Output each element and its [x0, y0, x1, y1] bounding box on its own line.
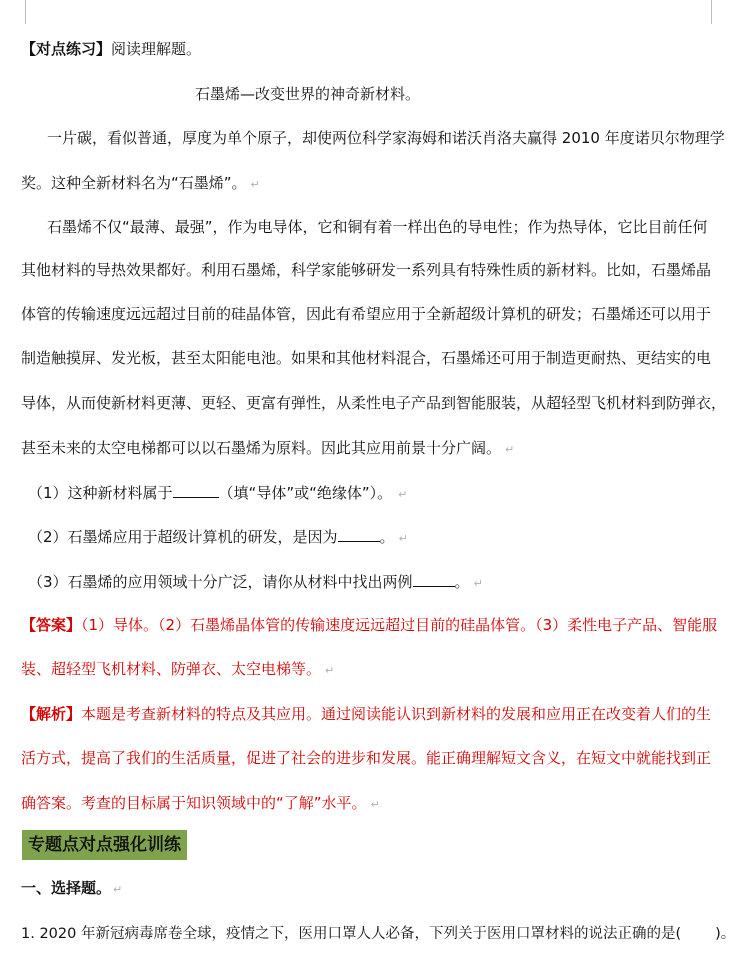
section-one-heading — [21, 876, 123, 900]
question-1-suffix: （填“导体”或“绝缘体”）。 — [218, 484, 393, 502]
paragraph2-line2: 其他材料的导热效果都好。利用石墨烯，科学家能够研发一系列具有特殊性质的新材料。比如，石墨烯晶 — [21, 261, 712, 279]
paragraph2-line5: 导体，从而使新材料更薄、更轻、更富有弹性，从柔性电子产品到智能服装，从超轻型飞机材料到防弹衣， — [21, 394, 727, 412]
question-2-blank — [338, 527, 380, 542]
question-1-prefix: （1）这种新材料属于 — [28, 484, 173, 502]
question-2-line — [28, 525, 408, 549]
analysis-line3 — [21, 791, 380, 815]
paragraph-mark-icon: ↵ — [505, 443, 515, 456]
crop-mark-top-left — [25, 0, 26, 24]
paragraph1-line2 — [21, 171, 260, 195]
paragraph2-line6 — [21, 436, 515, 460]
crop-mark-top-right — [711, 0, 712, 24]
analysis-line1 — [21, 702, 711, 726]
question-2-suffix: 。 — [379, 528, 395, 546]
question-3-blank — [413, 572, 455, 587]
analysis-line3-text: 确答案。考查的目标属于知识领域中的“了解”水平。 — [21, 794, 367, 812]
question-3-line — [28, 570, 483, 594]
analysis-label: 【解析】 — [21, 705, 82, 723]
exercise-heading-text: 阅读理解题。 — [111, 40, 202, 58]
paragraph2-line3: 体管的传输速度远远超过目前的硅晶体管，因此有希望应用于全新超级计算机的研发；石墨烯还可以用于 — [21, 305, 712, 323]
answer-label: 【答案】 — [21, 616, 82, 634]
paragraph-mark-icon: ↵ — [370, 798, 380, 811]
paragraph2-line4: 制造触摸屏、发光板，甚至太阳能电池。如果和其他材料混合，石墨烯还可用于制造更耐热、更结实的电 — [21, 349, 712, 367]
answer-line1-text: （1）导体。（2）石墨烯晶体管的传输速度远远超过目前的硅晶体管。（3）柔性电子产品、智能服 — [81, 616, 718, 634]
analysis-line1-text: 本题是考查新材料的特点及其应用。通过阅读能认识到新材料的发展和应用正在改变着人们的生 — [81, 705, 712, 723]
paragraph-mark-icon: ↵ — [398, 532, 408, 545]
paragraph1-line1: 一片碳，看似普通，厚度为单个原子，却使两位科学家海姆和诺沃肖洛夫赢得 2010 年度诺贝尔物理学 — [47, 129, 725, 147]
question-1-blank — [173, 483, 219, 498]
choice-question-1 — [21, 922, 735, 946]
choice-question-1-close: )。 — [715, 926, 736, 942]
question-3-prefix: （3）石墨烯的应用领域十分广泛，请你从材料中找出两例 — [28, 573, 413, 591]
answer-line1 — [21, 613, 717, 637]
exercise-heading — [21, 37, 201, 61]
article-title: 石墨烯—改变世界的神奇新材料。 — [195, 85, 421, 103]
question-1-line — [28, 481, 408, 505]
choice-question-1-text: 1. 2020 年新冠病毒席卷全球，疫情之下，医用口罩人人必备，下列关于医用口罩材料的说法正确的是( — [21, 926, 682, 942]
paragraph-mark-icon: ↵ — [473, 577, 483, 590]
answer-line2 — [21, 657, 335, 681]
question-3-suffix: 。 — [454, 573, 470, 591]
paragraph-mark-icon: ↵ — [398, 488, 408, 501]
paragraph-mark-icon: ↵ — [250, 178, 260, 191]
paragraph1-line2-text: 奖。这种全新材料名为“石墨烯”。 — [21, 174, 247, 192]
paragraph2-line1: 石墨烯不仅“最薄、最强”，作为电导体，它和铜有着一样出色的导电性；作为热导体，它比目前任何 — [47, 218, 708, 236]
paragraph-mark-icon: ↵ — [325, 664, 335, 677]
paragraph2-line6-text: 甚至未来的太空电梯都可以以石墨烯为原料。因此其应用前景十分广阔。 — [21, 439, 502, 457]
section-one-text: 一、选择题。 — [21, 879, 112, 897]
analysis-line2: 活方式，提高了我们的生活质量，促进了社会的进步和发展。能正确理解短文含义，在短文中就能找到正 — [21, 749, 712, 767]
exercise-heading-label: 【对点练习】 — [21, 40, 112, 58]
question-2-prefix: （2）石墨烯应用于超级计算机的研发，是因为 — [28, 528, 338, 546]
section-banner — [22, 830, 187, 860]
answer-line2-text: 装、超轻型飞机材料、防弹衣、太空电梯等。 — [21, 660, 322, 678]
section-banner-text: 专题点对点强化训练 — [28, 835, 181, 855]
paragraph-mark-icon: ↵ — [113, 883, 123, 896]
